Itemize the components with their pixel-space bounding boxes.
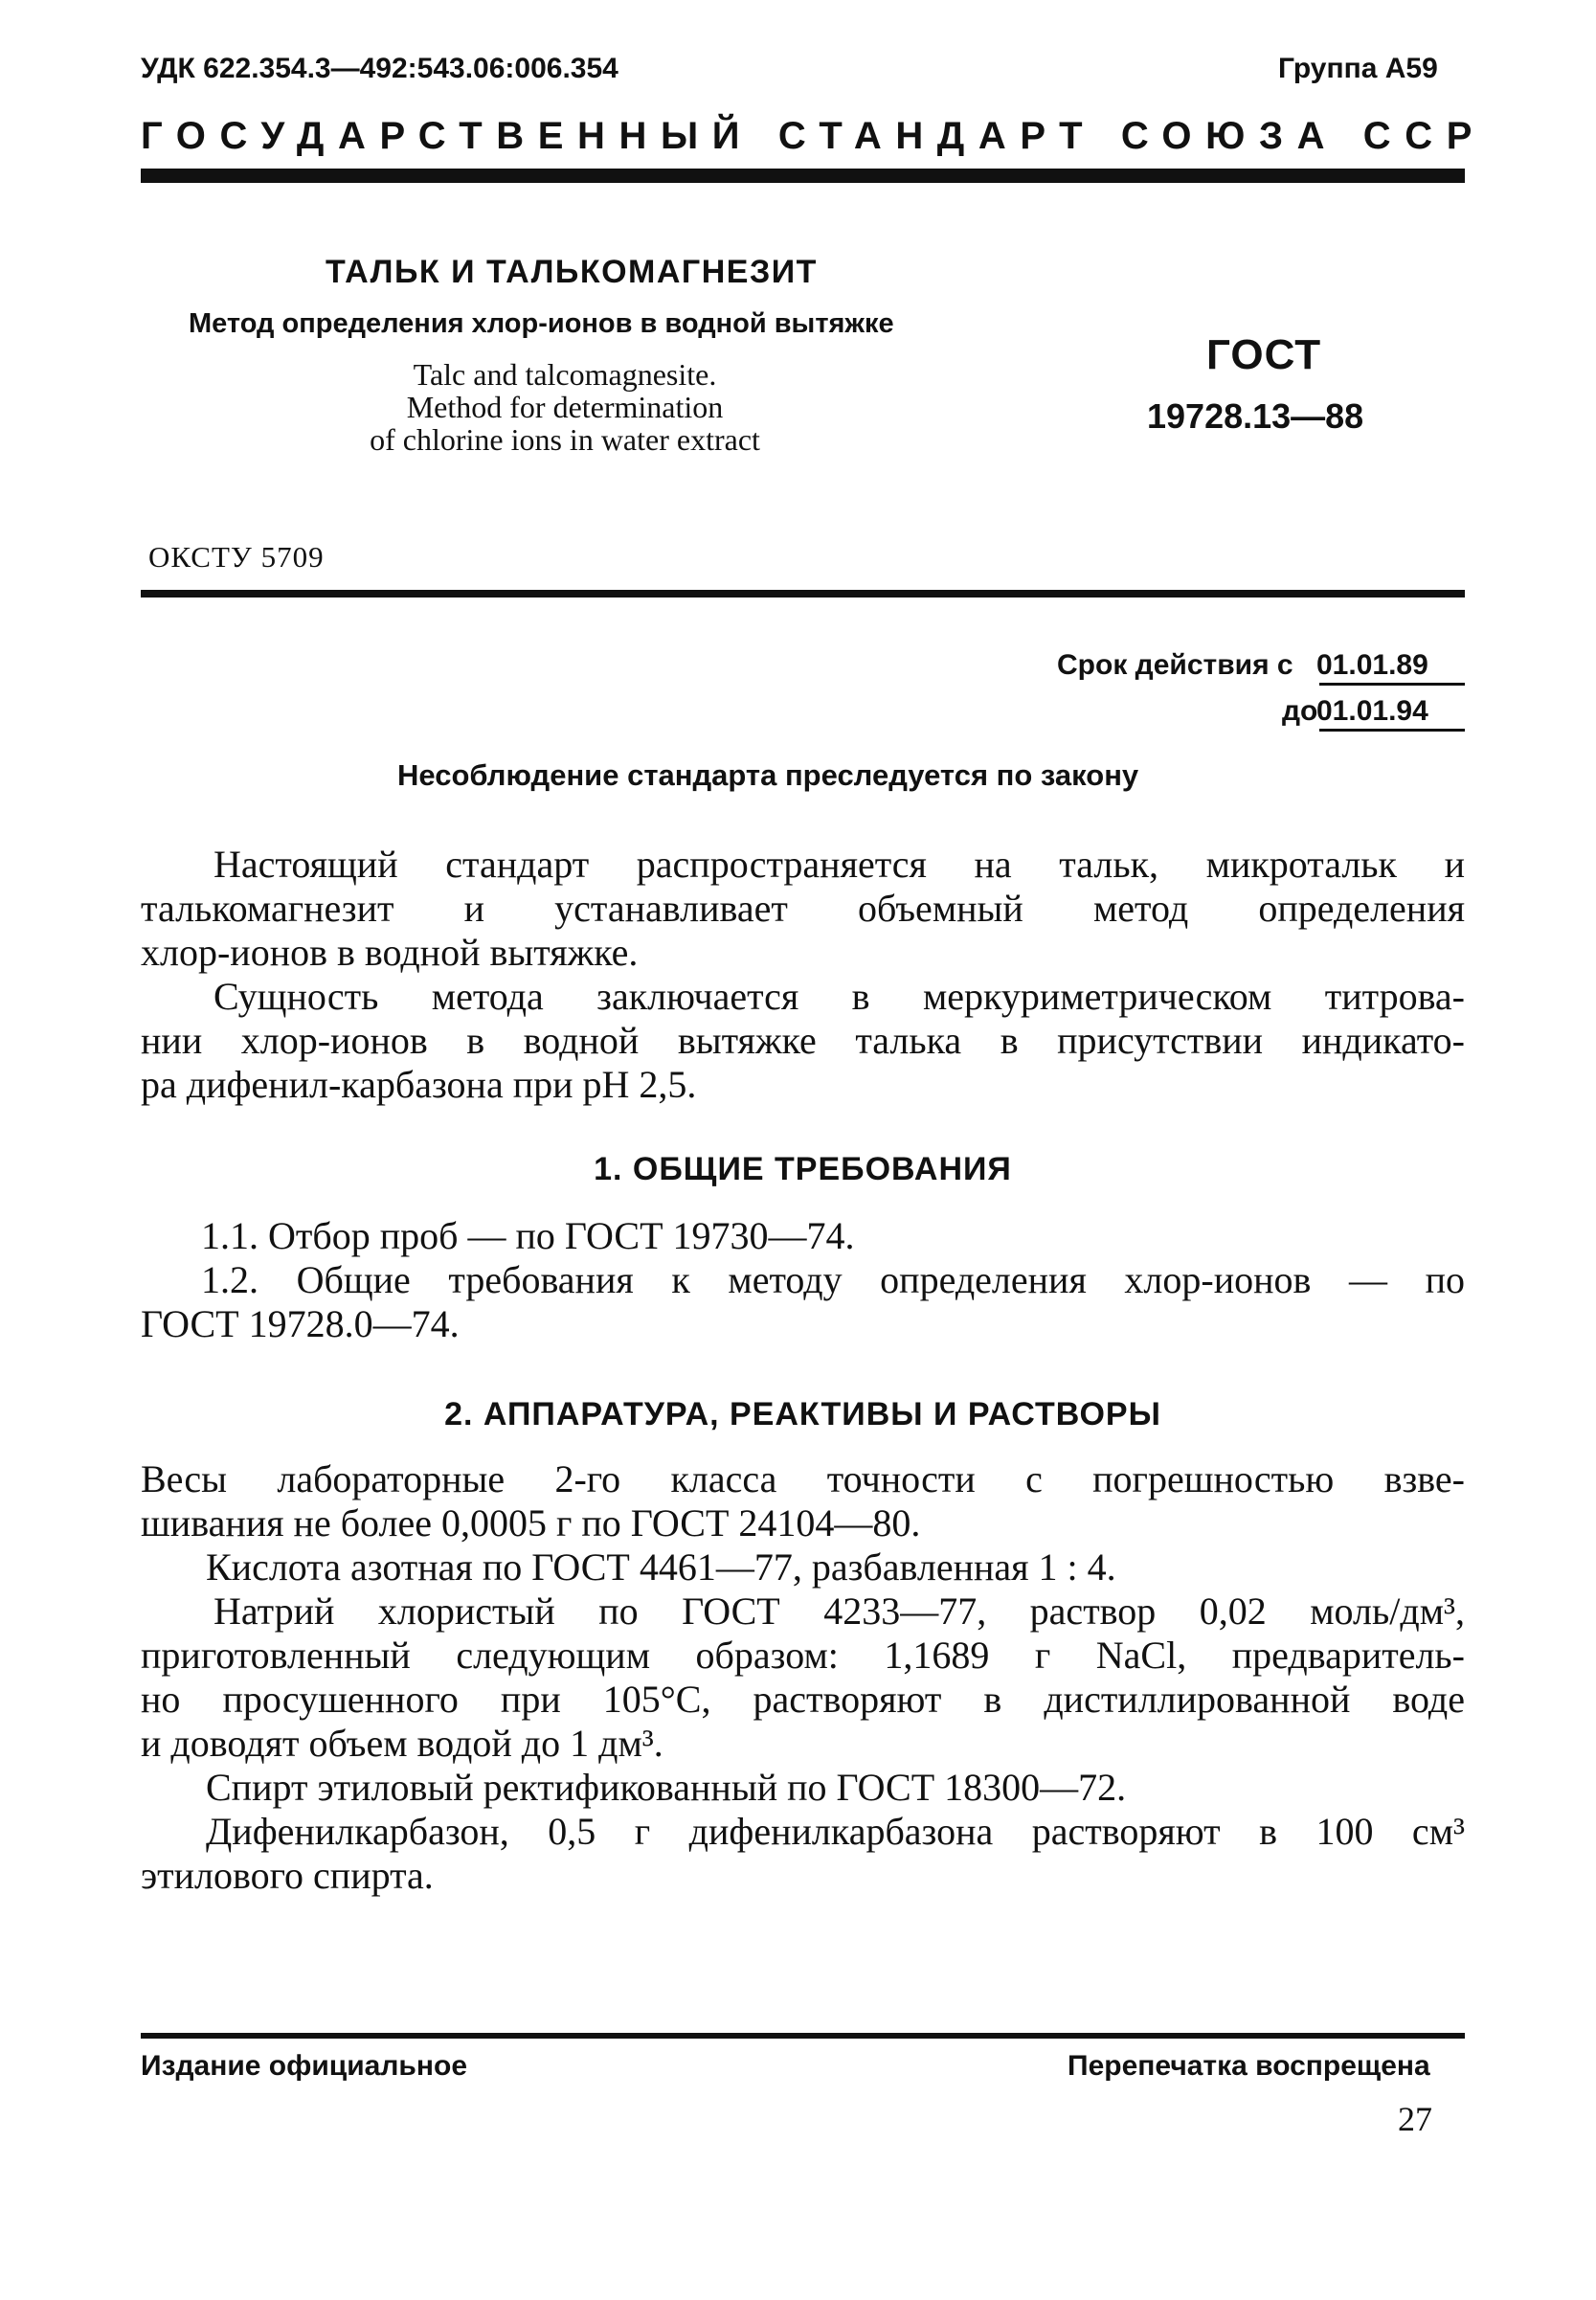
section-1-paragraph-1	[141, 1214, 1465, 1258]
udk-code: УДК 622.354.3—492:543.06:006.354	[141, 53, 618, 84]
text-line: Спирт этиловый ректификованный по ГОСТ 18300—72.	[206, 1766, 1127, 1809]
section-2-paragraph-1	[141, 1457, 1465, 1545]
text-line: ра дифенил-карбазона при pH 2,5.	[141, 1063, 697, 1106]
document-subtitle: Метод определения хлор-ионов в водной вытяжке	[189, 308, 894, 339]
text-line: Натрий хлористый по ГОСТ 4233—77, раствор 0,02 моль/дм³,	[214, 1590, 1465, 1633]
section-2-heading: 2. АППАРАТУРА, РЕАКТИВЫ И РАСТВОРЫ	[444, 1396, 1161, 1432]
gost-label: ГОСТ	[1206, 331, 1322, 378]
english-title-line: Talc and talcomagnesite.	[413, 357, 717, 392]
document-title: ТАЛЬК И ТАЛЬКОМАГНЕЗИТ	[326, 254, 818, 290]
oksty-code: ОКСТУ 5709	[148, 540, 325, 574]
text-line: Весы лабораторные 2-го класса точности с погрешностью взве-	[141, 1457, 1465, 1500]
text-line: приготовленный следующим образом: 1,1689 г NaCl, предваритель-	[141, 1634, 1465, 1677]
text-line: 1.2. Общие требования к методу определения хлор-ионов — по	[201, 1258, 1465, 1301]
validity-from-label: Срок действия с	[1057, 649, 1293, 681]
state-standard-banner: ГОСУДАРСТВЕННЫЙ СТАНДАРТ СОЮЗА ССР	[141, 115, 1487, 157]
text-line: хлор-ионов в водной вытяжке.	[141, 931, 639, 974]
validity-to-label: до	[1282, 695, 1318, 727]
section-2-paragraph-2	[141, 1545, 1465, 1590]
footer-rule	[141, 2033, 1465, 2039]
text-line: шивания не более 0,0005 г по ГОСТ 24104—80.	[141, 1501, 921, 1545]
section-1-paragraph-2	[141, 1258, 1465, 1346]
edition-notice: Издание официальное	[141, 2050, 468, 2082]
english-title-line: of chlorine ions in water extract	[370, 422, 760, 457]
page-number: 27	[1398, 2100, 1432, 2138]
intro-paragraph-2	[141, 975, 1465, 1107]
text-line: Сущность метода заключается в меркуриметрическом титрова-	[214, 975, 1465, 1018]
section-2-paragraph-5	[141, 1810, 1465, 1898]
text-line: но просушенного при 105°С, растворяют в дистиллированной воде	[141, 1678, 1465, 1721]
text-line: 1.1. Отбор проб — по ГОСТ 19730—74.	[201, 1214, 855, 1257]
text-line: и доводят объем водой до 1 дм³.	[141, 1722, 663, 1765]
header-rule	[141, 169, 1465, 183]
intro-paragraph-1	[141, 843, 1465, 975]
validity-from-date: 01.01.89	[1316, 649, 1428, 681]
text-line: талькомагнезит и устанавливает объемный метод определения	[141, 887, 1465, 930]
validity-from-underline	[1319, 683, 1465, 686]
title-rule	[141, 590, 1465, 598]
english-title-line: Method for determination	[406, 390, 724, 424]
law-notice: Несоблюдение стандарта преследуется по закону	[397, 758, 1139, 792]
validity-to-underline	[1319, 729, 1465, 732]
text-line: ГОСТ 19728.0—74.	[141, 1302, 460, 1345]
text-line: Настоящий стандарт распространяется на тальк, микротальк и	[214, 843, 1465, 886]
text-line: нии хлор-ионов в водной вытяжке талька в присутствии индикато-	[141, 1019, 1465, 1062]
reprint-notice: Перепечатка воспрещена	[1068, 2050, 1430, 2082]
validity-to-date: 01.01.94	[1316, 695, 1428, 727]
section-1-heading: 1. ОБЩИЕ ТРЕБОВАНИЯ	[594, 1151, 1012, 1187]
group-code: Группа А59	[1278, 53, 1438, 84]
english-title	[144, 358, 986, 456]
text-line: Кислота азотная по ГОСТ 4461—77, разбавленная 1 : 4.	[206, 1545, 1116, 1589]
gost-number: 19728.13—88	[1147, 396, 1364, 436]
text-line: Дифенилкарбазон, 0,5 г дифенилкарбазона растворяют в 100 см³	[206, 1810, 1465, 1853]
section-2-paragraph-3	[141, 1590, 1465, 1766]
text-line: этилового спирта.	[141, 1854, 434, 1897]
section-2-paragraph-4	[141, 1766, 1465, 1810]
